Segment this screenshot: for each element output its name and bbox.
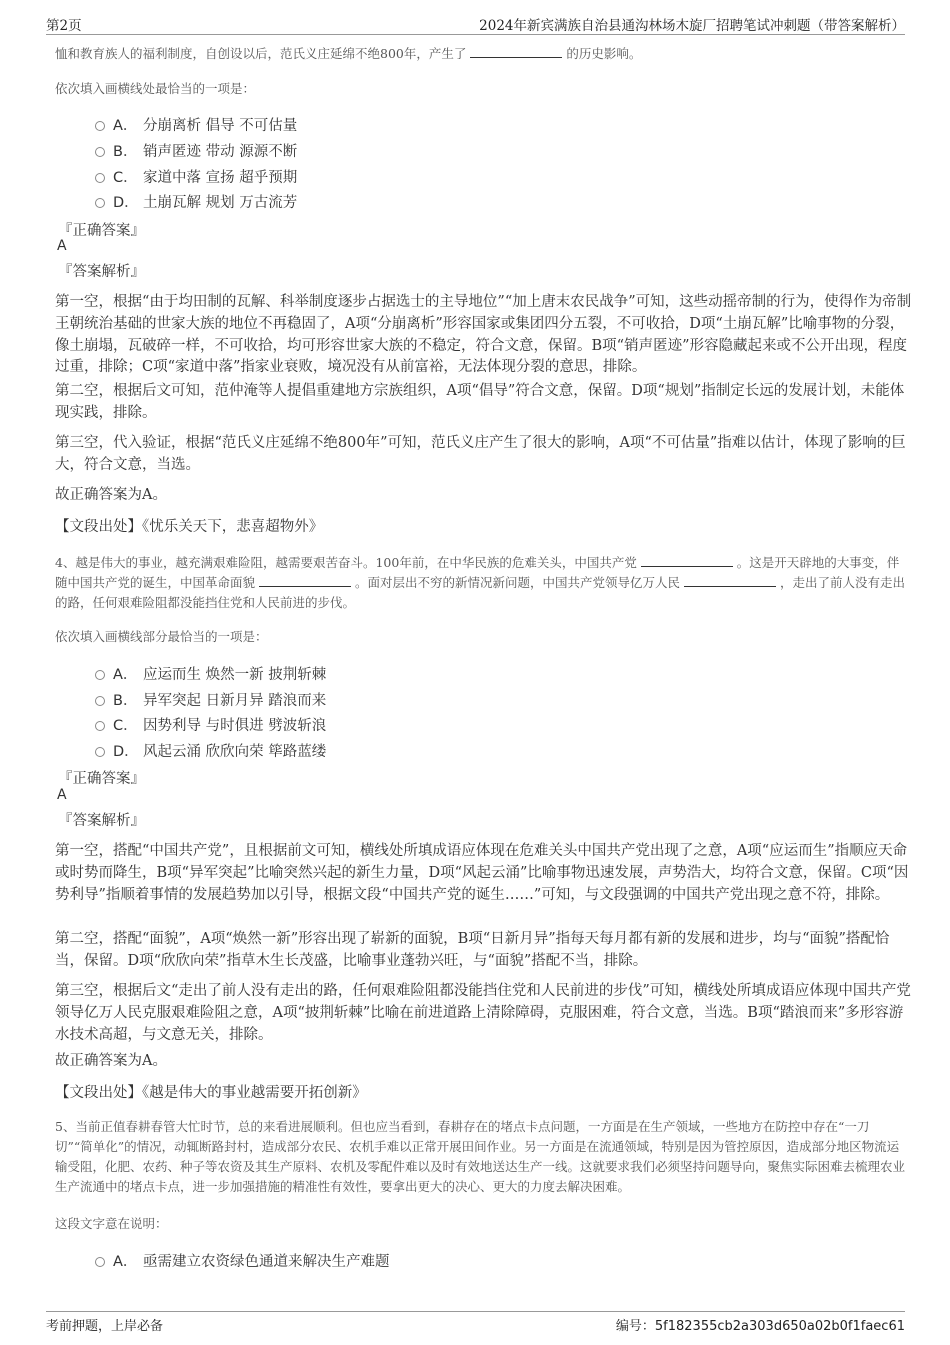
q4-stem-s1: 4、越是伟大的事业，越充满艰难险阻，越需要艰苦奋斗。100年前，在中华民族的危难关头，中国共产党 — [55, 555, 637, 570]
q4-analysis-p2: 第二空，搭配“面貌”，A项“焕然一新”形容出现了崭新的面貌，B项“日新月异”指每天每月都有新的发展和进步，均与“面貌”搭配恰当，保留。D项“欣欣向荣”指草木生长茂盛，比喻事业蓬勃兴旺，与“面貌”搭配不当，排除。 — [55, 931, 890, 969]
q3-analysis-p3: 第三空，代入验证，根据“范氏义庄延绵不绝800年”可知，范氏义庄产生了很大的影响，A项“不可估量”指难以估计，体现了影响的巨大，符合文意，当选。 — [55, 435, 906, 473]
radio-icon[interactable] — [95, 1257, 105, 1267]
q5-prompt: 这段文字意在说明： — [55, 1216, 168, 1231]
q4-stem — [55, 553, 907, 613]
radio-icon[interactable] — [95, 121, 105, 131]
radio-icon[interactable] — [95, 147, 105, 157]
option-text: 销声匿迹 带动 源源不断 — [143, 144, 298, 160]
radio-icon[interactable] — [95, 173, 105, 183]
option-text: 应运而生 焕然一新 披荆斩棘 — [143, 667, 327, 683]
q4-answer-value: A — [57, 787, 67, 803]
q3-analysis-p1: 第一空，根据“由于均田制的瓦解、科举制度逐步占据选士的主导地位”“加上唐末农民战争”可知，这些动摇帝制的行为，使得作为帝制王朝统治基础的世家大族的地位不再稳固了，A项“分崩离析”形容国家或集团四分五裂，不可收拾，D项“土崩瓦解”比喻事物的分裂，像土崩塌，瓦破碎一样，不可收拾，均可形容世家大族的不稳定，符合文意，保留。B项“销声匿迹”形容隐藏起来或不公开出现，程度过重，排除；C项“家道中落”指家业衰败，境况没有从前富裕，无法体现分裂的意思，排除。 — [55, 294, 912, 376]
q4-analysis-label: 『答案解析』 — [58, 813, 145, 829]
option-text: 因势利导 与时俱进 劈波斩浪 — [143, 718, 327, 734]
footer-code — [616, 1315, 905, 1334]
q4-analysis-p1: 第一空，搭配“中国共产党”，且根据前文可知，横线处所填成语应体现在危难关头中国共产党出现了之意，A项“应运而生”指顺应天命或时势而降生，B项“异军突起”比喻突然兴起的新生力量，D项“风起云涌”比喻事物迅速发展，声势浩大，均符合文意，保留。C项“因势利导”指顺着事情的发展趋势加以引导，根据文段“中国共产党的诞生……”可知，与文段强调的中国共产党出现之意不符，排除。 — [55, 843, 909, 903]
q3-prompt: 依次填入画横线处最恰当的一项是： — [55, 81, 256, 96]
option-letter: A． — [113, 667, 138, 683]
q3-option-b[interactable] — [95, 140, 297, 161]
q3-stem-text-b: 的历史影响。 — [566, 46, 642, 61]
q3-analysis-p2: 第二空，根据后文可知，范仲淹等人提倡重建地方宗族组织，A项“倡导”符合文意，保留。D项“规划”指制定长远的发展计划，未能体现实践，排除。 — [55, 383, 905, 421]
q4-conclusion: 故正确答案为A。 — [55, 1053, 167, 1069]
fill-blank — [259, 574, 351, 587]
q3-option-d[interactable] — [95, 191, 297, 212]
option-letter: C． — [113, 718, 138, 734]
option-letter: B． — [113, 144, 138, 160]
option-letter: A． — [113, 1254, 138, 1270]
option-letter: D． — [113, 744, 139, 760]
q4-stem-s3: 。面对层出不穷的新情况新问题，中国共产党领导亿万人民 — [354, 575, 680, 590]
fill-blank — [641, 554, 733, 567]
page-header — [46, 12, 905, 35]
option-text: 亟需建立农资绿色通道来解决生产难题 — [143, 1254, 390, 1270]
option-text: 异军突起 日新月异 踏浪而来 — [143, 693, 327, 709]
fill-blank — [684, 574, 776, 587]
q5-option-a[interactable] — [95, 1250, 390, 1271]
q3-analysis-label: 『答案解析』 — [58, 264, 145, 280]
q3-stem-text-a: 恤和教育族人的福利制度，自创设以后，范氏义庄延绵不绝800年，产生了 — [55, 46, 467, 61]
q4-option-a[interactable] — [95, 663, 326, 684]
footer-code-value: 5f182355cb2a303d650a02b0f1faec61 — [654, 1319, 905, 1334]
option-letter: C． — [113, 170, 138, 186]
option-text: 风起云涌 欣欣向荣 筚路蓝缕 — [143, 744, 327, 760]
q4-stem-s4: ，走出了前人没有走出的路，任何艰难险阻都没能挡住党和人民前进的步伐。 — [55, 575, 905, 610]
q4-option-d[interactable] — [95, 740, 326, 761]
q3-source: 【文段出处】《忧乐关天下，悲喜超物外》 — [55, 519, 324, 535]
q4-option-b[interactable] — [95, 689, 326, 710]
footer-slogan: 考前押题，上岸必备 — [46, 1319, 164, 1334]
radio-icon[interactable] — [95, 670, 105, 680]
radio-icon[interactable] — [95, 721, 105, 731]
q5-stem: 5、当前正值春耕春管大忙时节，总的来看进展顺利。但也应当看到，春耕存在的堵点卡点问题，一方面是在生产领域，一些地方在防控中存在“一刀切”“简单化”的情况，动辄断路封村，造成部分农民、农机手难以正常开展田间作业。另一方面是在流通领域，特别是因为管控原因，造成部分地区物流运输受阻，化肥、农药、种子等农资及其生产原料、农机及零配件难以及时有效地送达生产一线。这就要求我们必须坚持问题导向，聚焦实际困难去梳理农业生产流通中的堵点卡点，进一步加强措施的精准性有效性，要拿出更大的决心、更大的力度去解决困难。 — [55, 1119, 906, 1194]
option-letter: D． — [113, 195, 139, 211]
radio-icon[interactable] — [95, 747, 105, 757]
q3-option-c[interactable] — [95, 166, 297, 187]
q3-stem-tail — [55, 44, 895, 64]
q3-answer-value: A — [57, 238, 67, 254]
option-text: 家道中落 宣扬 超乎预期 — [143, 170, 298, 186]
fill-blank — [470, 45, 562, 58]
option-text: 土崩瓦解 规划 万古流芳 — [143, 195, 298, 211]
q4-analysis-p3: 第三空，根据后文“走出了前人没有走出的路，任何艰难险阻都没能挡住党和人民前进的步伐”可知，横线处所填成语应体现中国共产党领导亿万人民克服艰难险阻之意，A项“披荆斩棘”比喻在前进道路上清除障碍，克服困难，符合文意，当选。B项“踏浪而来”多形容游水技术高超，与文意无关，排除。 — [55, 983, 911, 1043]
q3-option-a[interactable] — [95, 114, 297, 135]
q4-stem-s2: 。这是开天辟地的大事变，伴随中国共产党的诞生，中国革命面貌 — [55, 555, 900, 590]
footer-code-label: 编号： — [615, 1319, 655, 1334]
q4-prompt: 依次填入画横线部分最恰当的一项是： — [55, 629, 268, 644]
radio-icon[interactable] — [95, 696, 105, 706]
option-letter: B． — [113, 693, 138, 709]
option-text: 分崩离析 倡导 不可估量 — [143, 118, 298, 134]
page-number: 第2页 — [46, 18, 82, 34]
q3-answer-label: 『正确答案』 — [58, 223, 145, 239]
q3-conclusion: 故正确答案为A。 — [55, 487, 167, 503]
q4-option-c[interactable] — [95, 714, 326, 735]
page-footer — [46, 1311, 905, 1334]
option-letter: A． — [113, 118, 138, 134]
document-title: 2024年新宾满族自治县通沟林场木旋厂招聘笔试冲刺题（带答案解析） — [479, 18, 905, 34]
radio-icon[interactable] — [95, 198, 105, 208]
q4-source: 【文段出处】《越是伟大的事业越需要开拓创新》 — [55, 1085, 367, 1101]
q4-answer-label: 『正确答案』 — [58, 771, 145, 787]
